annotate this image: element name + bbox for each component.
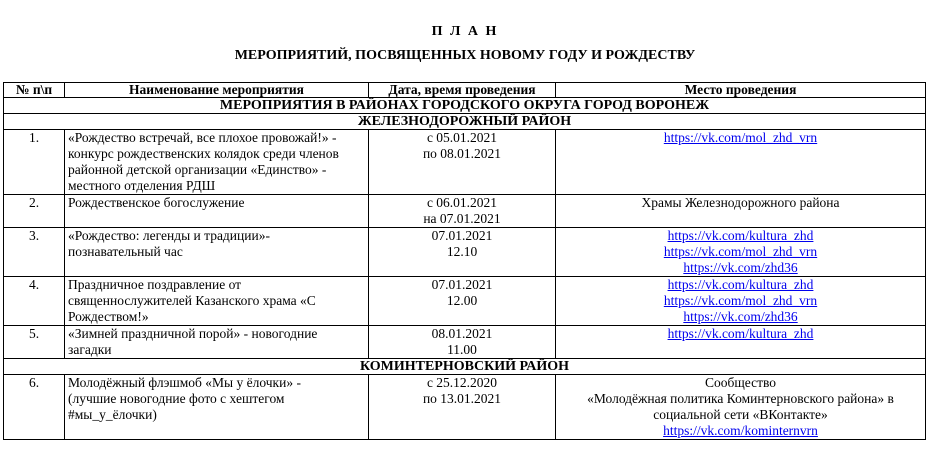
event-name-line: познавательный час [68,244,183,259]
row-number: 6. [4,375,65,440]
event-place [556,228,926,277]
section-row [4,114,926,130]
header-row [4,83,926,98]
event-name [65,277,369,326]
row-number: 5. [4,326,65,359]
place-link[interactable]: https://vk.com/mol_zhd_vrn [663,244,818,259]
event-name-line: «Рождество: легенды и традиции»- [68,228,270,243]
row-number: 1. [4,130,65,195]
table-row [4,375,926,440]
event-place [556,375,926,440]
event-name [65,375,369,440]
event-name-line: конкурс рождественских колядок среди членов [68,146,339,161]
event-name-line: загадки [68,342,112,357]
district-heading-kominternovsky: КОМИНТЕРНОВСКИЙ РАЙОН [4,359,926,375]
event-place [556,130,926,195]
event-date [369,277,556,326]
table-row [4,326,926,359]
event-date-line: 11.00 [447,342,477,357]
event-name [65,228,369,277]
col-header-place: Место проведения [556,83,926,98]
event-date-line: с 25.12.2020 [426,375,498,390]
event-date-line: 07.01.2021 [431,228,493,243]
event-date-line: по 08.01.2021 [422,146,502,161]
event-name-line: священнослужителей Казанского храма «С [68,293,316,308]
place-text: Храмы Железнодорожного района [641,195,840,210]
event-date-line: на 07.01.2021 [423,211,501,226]
place-link[interactable]: https://vk.com/zhd36 [683,260,798,275]
row-number: 2. [4,195,65,228]
event-name-line: Праздничное поздравление от [68,277,242,292]
event-place [556,326,926,359]
district-heading-zheleznodorozhny: ЖЕЛЕЗНОДОРОЖНЫЙ РАЙОН [4,114,926,130]
section-main-heading: МЕРОПРИЯТИЯ В РАЙОНАХ ГОРОДСКОГО ОКРУГА ГОРОД ВОРОНЕЖ [4,98,926,114]
event-name-line: (лучшие новогодние фото с хештегом [68,391,285,406]
events-table [3,82,926,440]
place-link[interactable]: https://vk.com/kultura_zhd [667,326,814,341]
place-link[interactable]: https://vk.com/kultura_zhd [667,277,814,292]
place-link[interactable]: https://vk.com/mol_zhd_vrn [663,293,818,308]
place-link[interactable]: https://vk.com/zhd36 [683,309,798,324]
event-name-line: районной детской организации «Единство» - [68,162,327,177]
table-row [4,195,926,228]
col-header-date: Дата, время проведения [369,83,556,98]
row-number: 3. [4,228,65,277]
event-date [369,228,556,277]
place-text: социальной сети «ВКонтакте» [653,407,828,422]
section-row [4,359,926,375]
table-row [4,130,926,195]
event-date [369,326,556,359]
event-name [65,326,369,359]
col-header-number: № п\п [4,83,65,98]
event-date-line: 08.01.2021 [431,326,493,341]
event-name-line: местного отделения РДШ [68,178,216,193]
event-name-line: Молодёжный флэшмоб «Мы у ёлочки» - [68,375,301,390]
event-date-line: с 06.01.2021 [426,195,498,210]
event-name-line: «Зимней праздничной порой» - новогодние [68,326,318,341]
event-name [65,130,369,195]
event-date-line: 07.01.2021 [431,277,493,292]
place-link[interactable]: https://vk.com/kominternvrn [663,423,818,438]
place-link[interactable]: https://vk.com/mol_zhd_vrn [663,130,818,145]
event-date-line: 12.00 [446,293,478,308]
place-text: «Молодёжная политика Коминтерновского района» в [587,391,894,406]
table-row [4,228,926,277]
event-date-line: 12.10 [446,244,478,259]
event-date [369,195,556,228]
plan-subtitle: МЕРОПРИЯТИЙ, ПОСВЯЩЕННЫХ НОВОМУ ГОДУ И РОЖДЕСТВУ [234,48,696,63]
table-row [4,277,926,326]
event-name [65,195,369,228]
event-date-line: с 05.01.2021 [426,130,498,145]
event-name-line: «Рождество встречай, все плохое провожай!» - [68,130,337,145]
plan-title: П Л А Н [431,24,499,39]
event-date [369,130,556,195]
section-row [4,98,926,114]
place-link[interactable]: https://vk.com/kultura_zhd [667,228,814,243]
col-header-event: Наименование мероприятия [65,83,369,98]
event-name-line: Рождеством!» [68,309,149,324]
event-date [369,375,556,440]
event-name-line: #мы_у_ёлочки) [68,407,157,422]
row-number: 4. [4,277,65,326]
event-place [556,195,926,228]
event-name-line: Рождественское богослужение [68,195,245,210]
place-text: Сообщество [704,375,777,390]
event-date-line: по 13.01.2021 [422,391,502,406]
event-place [556,277,926,326]
